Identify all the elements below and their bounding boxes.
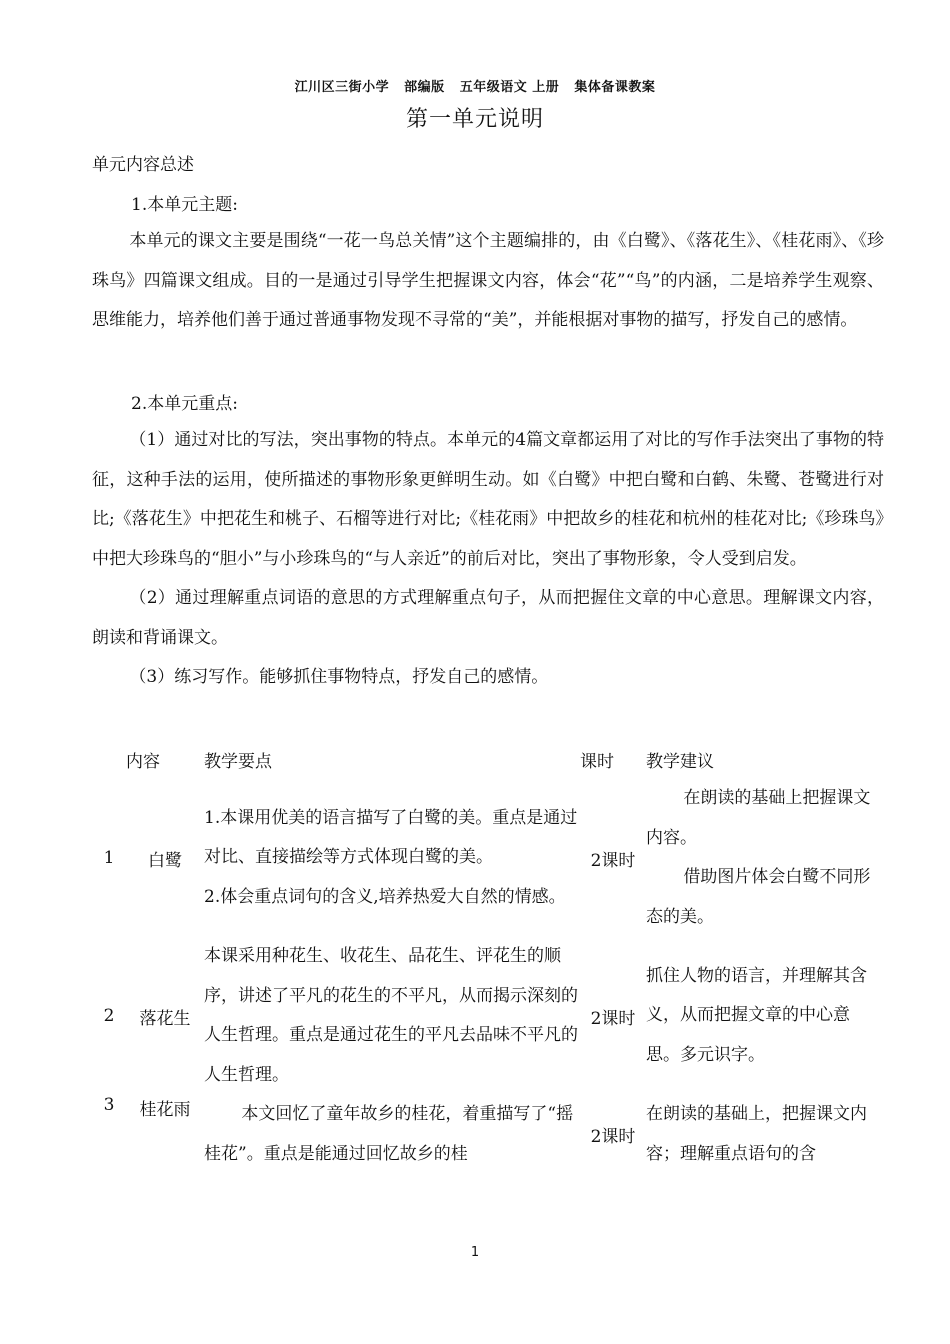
focus-item: （2）通过理解重点词语的意思的方式理解重点句子，从而把握住文章的中心意思。理解课文内容，朗读和背诵课文。 (92, 588, 884, 648)
row-hours: 2课时 (590, 1008, 636, 1029)
row-key-points (204, 937, 580, 1095)
section-heading: 单元内容总述 (92, 155, 194, 175)
page-header: 江川区三街小学 部编版 五年级语文 上册 集体备课教案 (294, 80, 656, 95)
row-suggestions (646, 937, 874, 1095)
row-key-points (204, 1095, 580, 1174)
row-index: 1 (103, 848, 115, 868)
key-point: 1.本课用优美的语言描写了白鹭的美。重点是通过对比、直接描绘等方式体现白鹭的美。 (204, 807, 578, 868)
theme-text: 本单元的课文主要是围绕“一花一鸟总关情”这个主题编排的，由《白鹭》、《落花生》、《桂花雨》、《珍珠鸟》四篇课文组成。目的一是通过引导学生把握课文内容，体会“花”“鸟”的内涵，二是培养学生观察、思维能力，培养他们善于通过普通事物发现不寻常的“美”，并能根据对事物的描写，抒发自己的感情。 (92, 231, 884, 330)
row-hours: 2课时 (590, 850, 636, 871)
row-key-points (204, 779, 580, 937)
row-index: 2 (103, 1006, 115, 1026)
table-row (92, 1095, 874, 1174)
theme-paragraph (92, 222, 884, 341)
page-title: 第一单元说明 (405, 107, 544, 132)
header-content: 内容 (126, 751, 160, 772)
key-point: 本文回忆了童年故乡的桂花，着重描写了“摇桂花”。重点是能通过回忆故乡的桂 (204, 1104, 574, 1164)
row-suggestions (646, 779, 874, 937)
row-lesson-name: 桂花雨 (139, 1100, 191, 1120)
suggestion: 在朗读的基础上把握课文内容。 (646, 788, 871, 848)
key-point: 本课采用种花生、收花生、品花生、评花生的顺序，讲述了平凡的花生的不平凡，从而揭示深刻的人生哲理。重点是通过花生的平凡去品味不平凡的人生哲理。 (204, 946, 578, 1085)
focus-list (92, 421, 884, 698)
focus-item: （1）通过对比的写法，突出事物的特点。本单元的4篇文章都运用了对比的写作手法突出了事物的特征，这种手法的运用，使所描述的事物形象更鲜明生动。如《白鹭》中把白鹭和白鹤、朱鹭、苍鹭进行对比;《落花生》中把花生和桃子、石榴等进行对比;《桂花雨》中把故乡的桂花和杭州的桂花对比;《珍珠鸟》中把大珍珠鸟的“胆小”与小珍珠鸟的“与人亲近”的前后对比，突出了事物形象，令人受到启发。 (92, 430, 884, 569)
units-table (92, 739, 874, 1174)
suggestion: 在朗读的基础上，把握课文内容；理解重点语句的含 (646, 1104, 867, 1164)
header-suggestions: 教学建议 (646, 751, 714, 772)
table-row (92, 937, 874, 1095)
table-header-row (92, 739, 874, 779)
page-number: 1 (470, 1245, 480, 1260)
focus-heading: 2.本单元重点: (131, 394, 238, 414)
row-index: 3 (103, 1095, 115, 1115)
focus-item: （3）练习写作。能够抓住事物特点，抒发自己的感情。 (129, 667, 549, 687)
suggestion: 抓住人物的语言，并理解其含义，从而把握文章的中心意思。多元识字。 (646, 965, 867, 1065)
suggestion: 借助图片体会白鹭不同形态的美。 (646, 867, 871, 927)
row-hours: 2课时 (590, 1127, 636, 1147)
row-lesson-name: 落花生 (139, 1008, 191, 1029)
key-point: 2.体会重点词句的含义,培养热爱大自然的情感。 (204, 886, 566, 907)
row-suggestions (646, 1095, 874, 1174)
header-hours: 课时 (580, 751, 614, 772)
row-lesson-name: 白鹭 (148, 850, 182, 871)
theme-heading: 1.本单元主题: (131, 195, 238, 215)
header-key-points: 教学要点 (204, 751, 272, 772)
table-row (92, 779, 874, 937)
